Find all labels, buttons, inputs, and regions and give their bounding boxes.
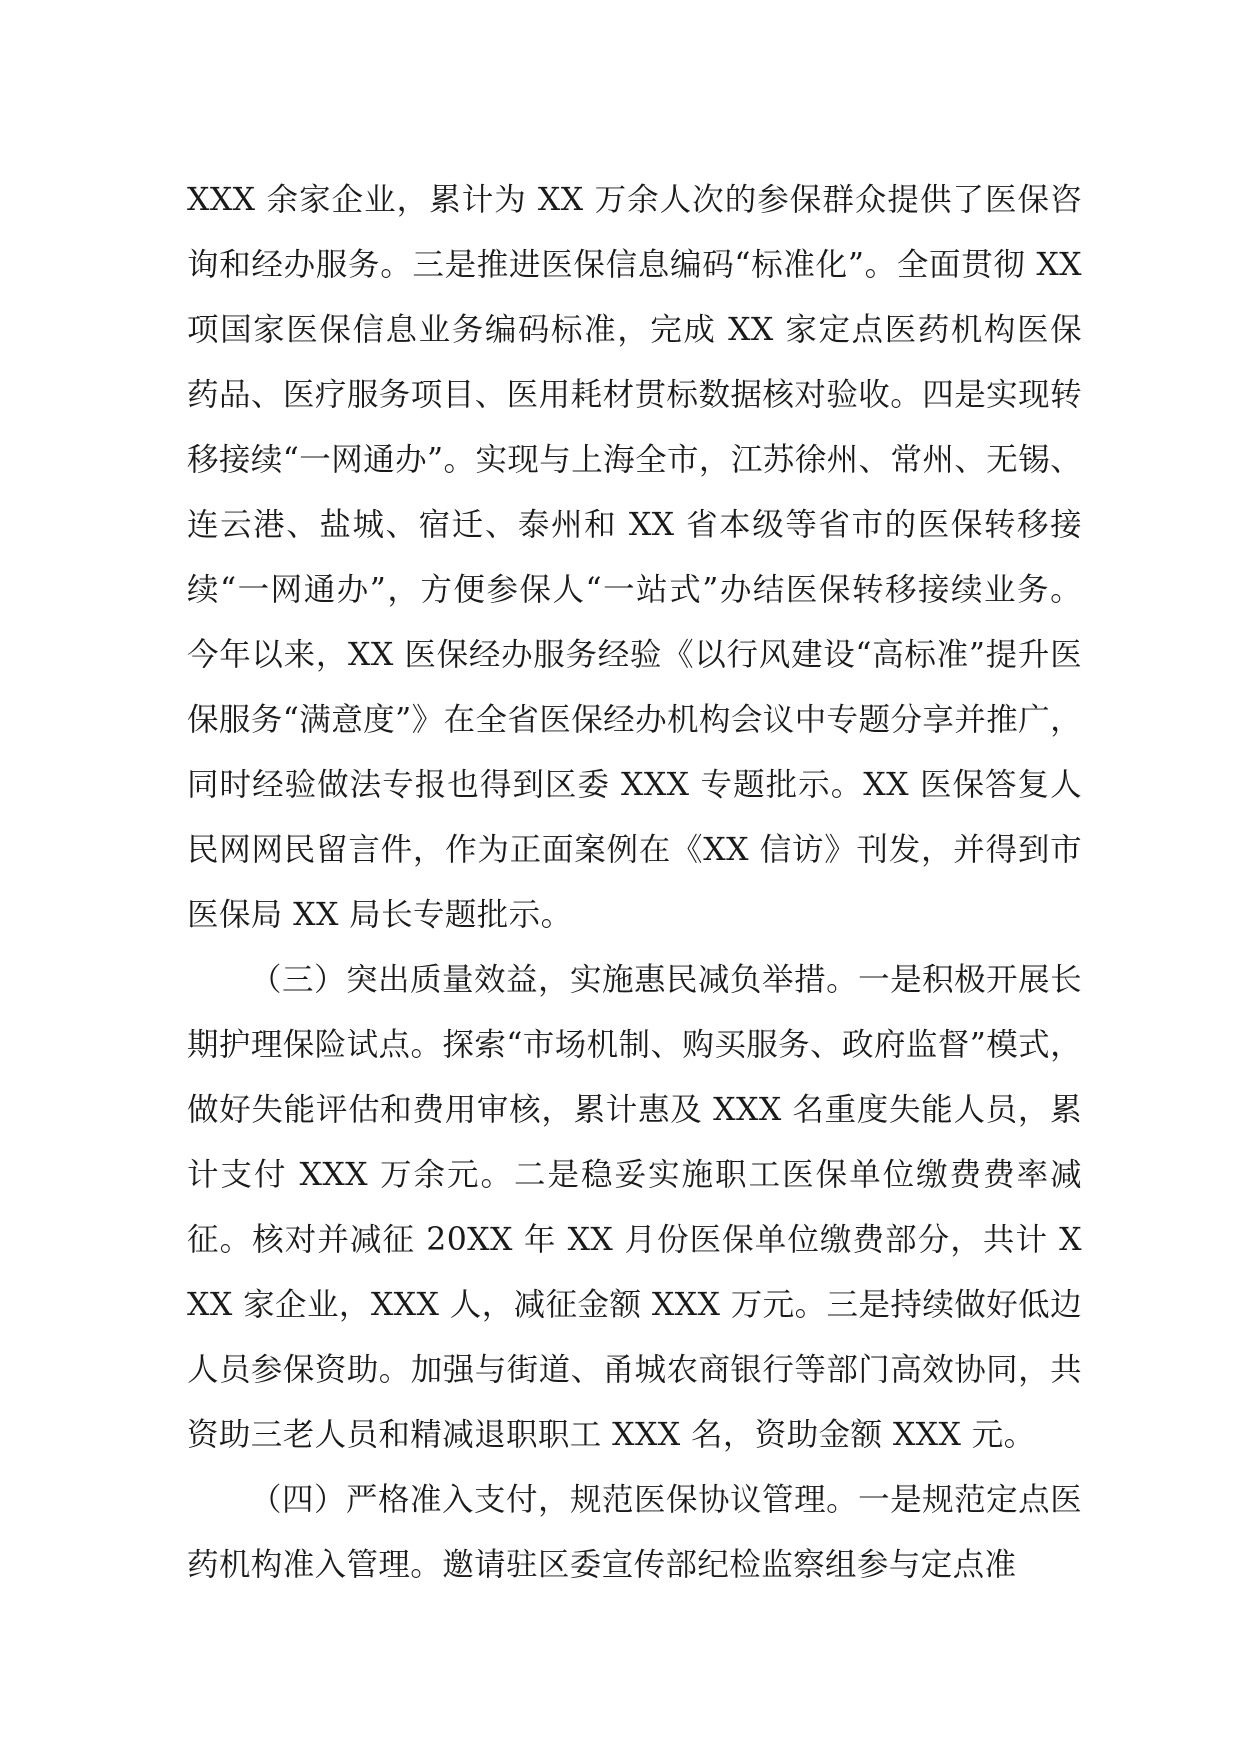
paragraph-service-continuation: XXX 余家企业，累计为 XX 万余人次的参保群众提供了医保咨询和经办服务。三是推进医保信息编码“标准化”。全面贯彻 XX 项国家医保信息业务编码标准，完成 XX 家定点医药机构医保药品、医疗服务项目、医用耗材贯标数据核对验收。四是实现转移接续“一网通办”。实现与上海全市，江苏徐州、常州、无锡、连云港、盐城、宿迁、泰州和 XX 省本级等省市的医保转移接续“一网通办”，方便参保人“一站式”办结医保转移接续业务。今年以来，XX 医保经办服务经验《以行风建设“高标准”提升医保服务“满意度”》在全省医保经办机构会议中专题分享并推广，同时经验做法专报也得到区委 XXX 专题批示。XX 医保答复人民网网民留言件，作为正面案例在《XX 信访》刊发，并得到市医保局 XX 局长专题批示。: [187, 182, 1082, 933]
paragraph-section-three: （三）突出质量效益，实施惠民减负举措。一是积极开展长期护理保险试点。探索“市场机制、购买服务、政府监督”模式，做好失能评估和费用审核，累计惠及 XXX 名重度失能人员，累计支付 XXX 万余元。二是稳妥实施职工医保单位缴费费率减征。核对并减征 20XX 年 XX 月份医保单位缴费部分，共计 XXX 家企业，XXX 人，减征金额 XXX 万元。三是持续做好低边人员参保资助。加强与街道、甬城农商银行等部门高效协同，共资助三老人员和精减退职职工 XXX 名，资助金额 XXX 元。: [187, 962, 1082, 1453]
document-body: [187, 168, 1082, 1598]
paragraph-section-four: （四）严格准入支付，规范医保协议管理。一是规范定点医药机构准入管理。邀请驻区委宣传部纪检监察组参与定点准: [187, 1482, 1082, 1583]
